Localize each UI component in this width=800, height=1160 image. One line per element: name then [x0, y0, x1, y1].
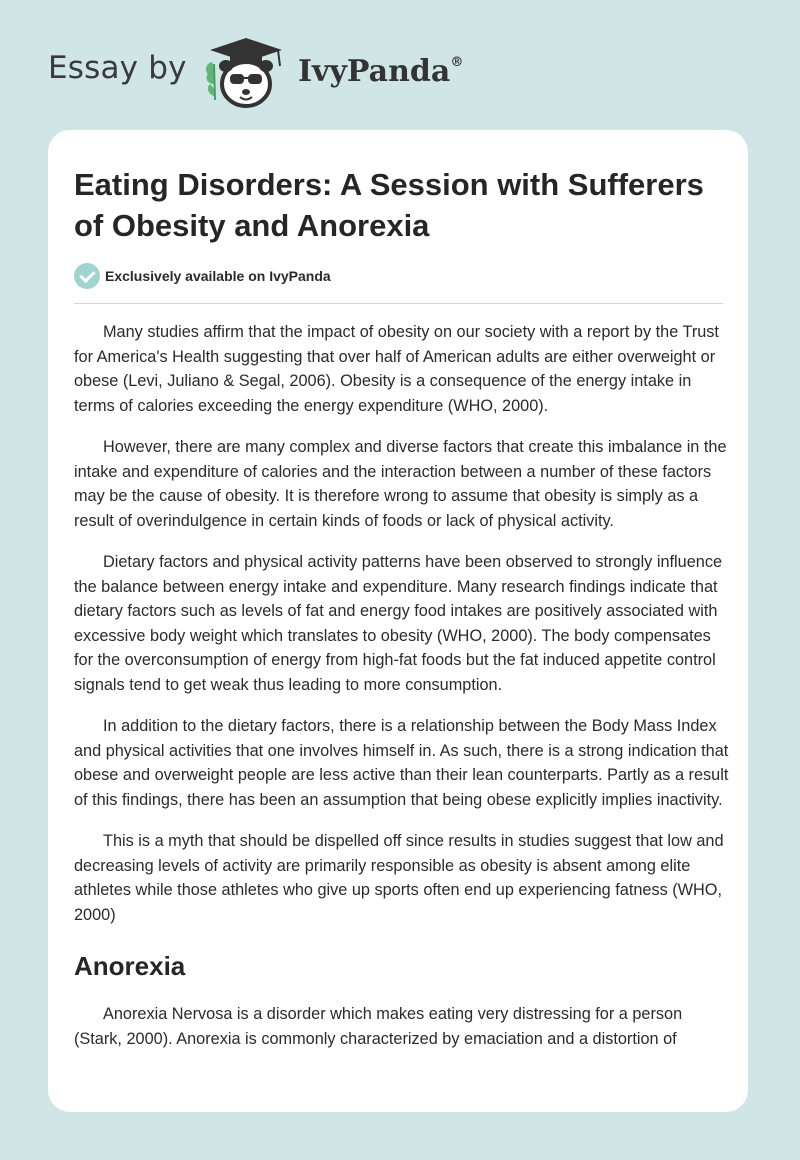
- registered-mark: ®: [450, 55, 464, 70]
- paragraph: This is a myth that should be dispelled off since results in studies suggest that low and decreasing levels of activity are primarily responsible as obesity is absent among elite athletes while those athletes who give up sports often end up experiencing fatness (WHO, 2000): [74, 832, 724, 924]
- essay-card: [48, 130, 748, 1112]
- brand-name[interactable]: [298, 54, 463, 89]
- paragraph: However, there are many complex and diverse factors that create this imbalance in the intake and expenditure of calories and the interaction between a number of these factors may be the cause of obesity. It is therefore wrong to assume that obesity is simply as a result of overindulgence in certain kinds of foods or lack of physical activity.: [74, 438, 727, 530]
- divider: [74, 303, 723, 304]
- exclusive-badge: [74, 263, 331, 289]
- paragraph: Anorexia Nervosa is a disorder which makes eating very distressing for a person (Stark, 2000). Anorexia is commonly characterized by emaciation and a distortion of: [74, 1005, 683, 1048]
- brand-name-text: IvyPanda: [298, 54, 451, 89]
- section-heading: Anorexia: [74, 951, 186, 981]
- paragraph: Dietary factors and physical activity patterns have been observed to strongly influence the balance between energy intake and expenditure. Many research findings indicate that dietary factors such as levels of fat and energy food intakes are positively associated with excessive body weight which translates to obesity (WHO, 2000). The body compensates for the overconsumption of energy from high-fat foods but the fat induced appetite control signals tend to get weak thus leading to more consumption.: [74, 553, 723, 694]
- essay-by-label: Essay by: [48, 50, 187, 86]
- paragraph: In addition to the dietary factors, there is a relationship between the Body Mass Index and physical activities that one involves himself in. As such, there is a strong indication that obese and overweight people are less active than their lean counterparts. Partly as a result of this findings, there has been an assumption that being obese explicitly implies inactivity.: [74, 717, 729, 809]
- panda-graduate-icon: [198, 34, 294, 110]
- check-icon: [74, 263, 100, 289]
- paragraph: Many studies affirm that the impact of obesity on our society with a report by the Trust for America's Health suggesting that over half of American adults are either overweight or obese (Levi, Juliano & Segal, 2006). Obesity is a consequence of the energy intake in terms of calories exceeding the energy expenditure (WHO, 2000).: [74, 323, 719, 415]
- site-header: [0, 0, 800, 130]
- exclusive-badge-label: Exclusively available on IvyPanda: [105, 268, 331, 284]
- essay-title: Eating Disorders: A Session with Sufferers of Obesity and Anorexia: [74, 167, 704, 243]
- essay-body: [74, 320, 729, 1068]
